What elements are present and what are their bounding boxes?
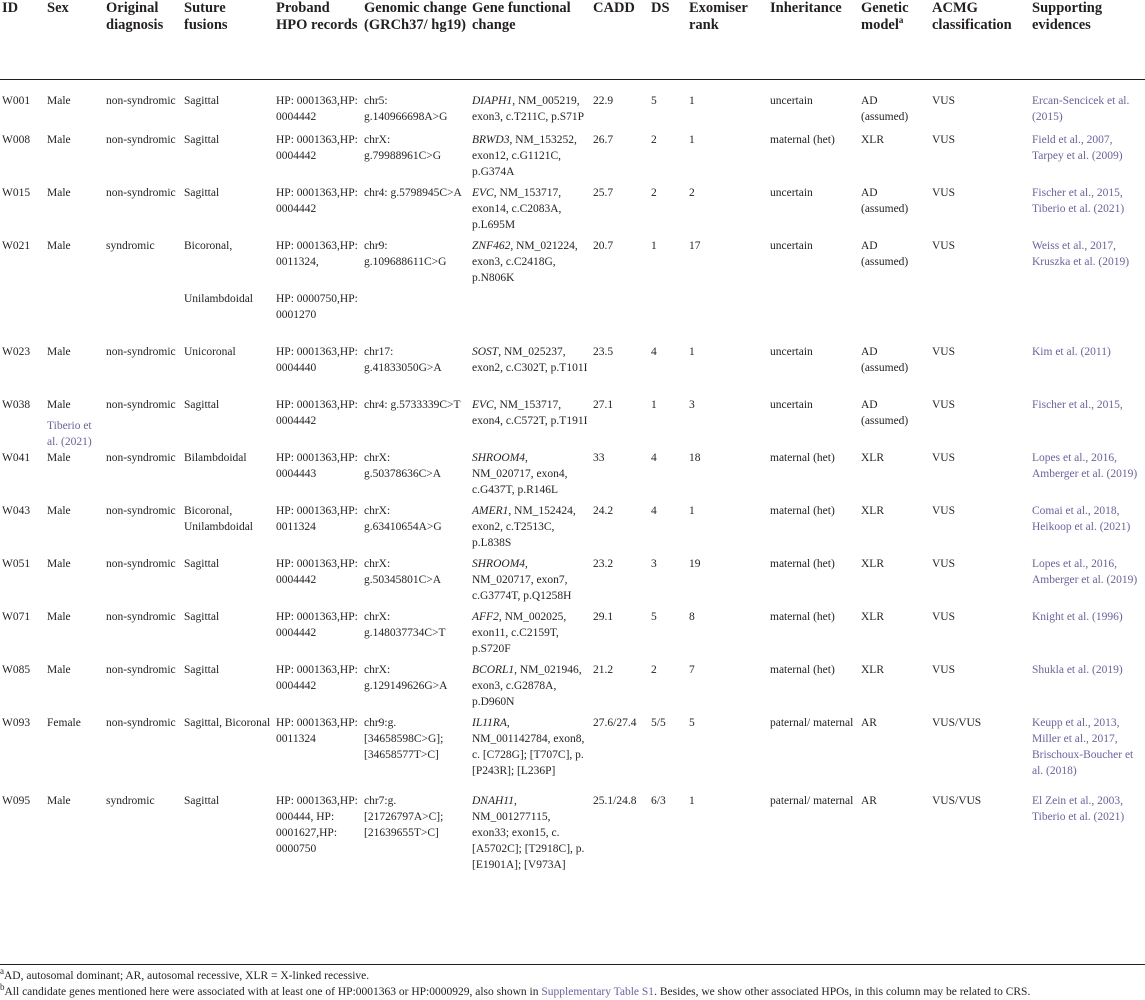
- col-header-inheritance: Inheritance: [768, 0, 859, 79]
- cell-inheritance: uncertain: [770, 240, 813, 252]
- evidence-citation-link[interactable]: Shukla et al. (2019): [1032, 664, 1123, 676]
- evidence-citation-link[interactable]: Comai et al., 2018, Heikoop et al. (2021): [1032, 505, 1131, 533]
- cell-hpo: HP: 0001363,HP: 0004442: [276, 558, 358, 586]
- cell-genomic: chr7:g. [21726797A>C]; [21639655T>C]: [364, 795, 444, 839]
- cell-model: XLR: [861, 664, 884, 676]
- cell-hpo: HP: 0001363,HP: 0004442: [276, 611, 358, 639]
- cell-diagnosis: non-syndromic: [106, 664, 176, 676]
- cell-model: AD (assumed): [861, 399, 909, 427]
- cell-suture: Sagittal, Bicoronal: [184, 717, 271, 729]
- evidence-citation-link[interactable]: Tiberio et al. (2021): [47, 420, 92, 448]
- gene-symbol: BCORL1: [472, 664, 515, 676]
- cell-inheritance: maternal (het): [770, 505, 835, 517]
- evidence-citation-link[interactable]: Kim et al. (2011): [1032, 346, 1111, 358]
- cell-cadd: 27.1: [593, 399, 614, 411]
- cell-ds: 1: [651, 240, 657, 252]
- cell-suture: Bicoronal,: [184, 240, 233, 252]
- cell-suture: Sagittal: [184, 399, 220, 411]
- cell-cadd: 20.7: [593, 240, 614, 252]
- cell-acmg: VUS/VUS: [932, 795, 982, 807]
- cell-sex: Male: [47, 611, 71, 623]
- evidence-citation-link[interactable]: Weiss et al., 2017, Kruszka et al. (2019): [1032, 240, 1130, 268]
- cell-rank: 8: [689, 611, 695, 623]
- cell-inheritance: paternal/ maternal: [770, 795, 854, 807]
- cell-diagnosis: non-syndromic: [106, 94, 176, 107]
- cell-acmg: VUS: [932, 134, 956, 146]
- col-header-diagnosis: Original diagnosis: [104, 0, 182, 79]
- cell-acmg: VUS/VUS: [932, 717, 982, 729]
- cell-cadd: 25.1/24.8: [593, 795, 637, 807]
- cell-sex: Male: [47, 187, 71, 199]
- header-row: [0, 0, 1145, 79]
- cell-hpo: HP: 0001363,HP: 000444, HP: 0001627,HP: 0000750: [276, 795, 358, 855]
- gene-symbol: SHROOM4: [472, 558, 526, 570]
- cell-sex: [45, 397, 104, 450]
- cell-genomic: chr4: g.5798945C>A: [364, 187, 462, 199]
- gene-symbol: AFF2: [472, 611, 499, 623]
- cell-rank: 19: [689, 558, 701, 570]
- gene-symbol: DNAH11: [472, 795, 514, 807]
- cell-evidence: [1030, 397, 1145, 450]
- table-row: [0, 344, 1145, 397]
- cell-sex: Female: [47, 717, 81, 729]
- gene-change: , NM_021946, exon3, c.G2878A, p.D960N: [472, 664, 582, 708]
- cell-rank: 1: [689, 346, 695, 358]
- cell-diagnosis: syndromic: [106, 240, 155, 252]
- gene-change: , NM_005219, exon3, c.T211C, p.S71P: [472, 94, 585, 123]
- cell-inheritance: maternal (het): [770, 664, 835, 676]
- cell-cadd: 23.5: [593, 346, 614, 358]
- cell-diagnosis: non-syndromic: [106, 187, 176, 199]
- cell-gene: [470, 397, 591, 450]
- cell-inheritance: [768, 291, 859, 344]
- cell-inheritance: maternal (het): [770, 611, 835, 623]
- cell-id: W023: [2, 346, 31, 358]
- cell-rank: 2: [689, 187, 695, 199]
- cell-genomic: chrX: g.50345801C>A: [364, 558, 442, 586]
- gene-symbol: ZNF462: [472, 240, 511, 252]
- cell-acmg: VUS: [932, 187, 956, 199]
- cell-hpo: HP: 0001363,HP: 0004442: [276, 134, 358, 162]
- cell-evidence: [1030, 450, 1145, 503]
- cell-cadd: 27.6/27.4: [593, 717, 637, 729]
- cell-id: W021: [2, 240, 31, 252]
- cell-cadd: 33: [593, 452, 605, 464]
- cell-cadd: 24.2: [593, 505, 614, 517]
- footnote-a-marker: a: [898, 15, 904, 26]
- cell-acmg: VUS: [932, 452, 956, 464]
- cell-model: XLR: [861, 558, 884, 570]
- cell-hpo: HP: 0001363,HP: 0004443: [276, 452, 358, 480]
- cell-inheritance: maternal (het): [770, 558, 835, 570]
- table-row: [0, 715, 1145, 793]
- cell-acmg: VUS: [932, 505, 956, 517]
- footnote-b: $^b$All candidate genes mentioned here were associated with at least one of HP:0001363 or HP:0000929, also shown in Supplementary Table S1. Besides, we show other associated HPOs, in this column may be related to CRS.: [0, 982, 1031, 998]
- cell-evidence: [1030, 609, 1145, 662]
- gene-change: , NM_001142784, exon8, c. [C728G]; [T707C], p. [P243R]; [L236P]: [472, 717, 585, 777]
- cell-diagnosis: non-syndromic: [106, 134, 176, 146]
- gene-symbol: EVC: [472, 187, 494, 199]
- gene-change: , NM_153717, exon4, c.C572T, p.T191I: [472, 399, 588, 427]
- cell-evidence: [1030, 185, 1145, 238]
- cell-sex: Male: [47, 240, 71, 252]
- evidence-citation-link[interactable]: Fischer et al., 2015,: [1032, 399, 1123, 411]
- cell-genomic: chr17: g.41833050G>A: [364, 346, 442, 374]
- cell-suture: Bicoronal, Unilambdoidal: [184, 505, 253, 533]
- col-header-sex: Sex: [45, 0, 104, 79]
- cell-gene: [470, 185, 591, 238]
- col-header-id: ID: [0, 0, 45, 79]
- col-header-model: [859, 0, 930, 79]
- gene-symbol: SOST: [472, 346, 499, 358]
- cell-rank: 1: [689, 505, 695, 517]
- cell-suture: Sagittal: [184, 94, 220, 107]
- cell-genomic: chrX: g.50378636C>A: [364, 452, 442, 480]
- gene-symbol: AMER1: [472, 505, 509, 517]
- cell-acmg: VUS: [932, 346, 956, 358]
- table-row: [0, 397, 1145, 450]
- cell-hpo: HP: 0001363,HP: 0004442: [276, 187, 358, 215]
- cell-hpo: HP: 0000750,HP: 0001270: [276, 293, 358, 321]
- cell-gene: [470, 793, 591, 908]
- cell-ds: 1: [651, 399, 657, 411]
- cell-acmg: VUS: [932, 558, 956, 570]
- cell-suture: Bilambdoidal: [184, 452, 247, 464]
- cell-evidence: [1030, 793, 1145, 908]
- evidence-citation-link[interactable]: El Zein et al., 2003, Tiberio et al. (2021): [1032, 795, 1125, 823]
- cell-id: W041: [2, 452, 31, 464]
- cell-genomic: chr5: g.140966698A>G: [364, 94, 448, 123]
- cell-rank: 5: [689, 717, 695, 729]
- cell-inheritance: paternal/ maternal: [770, 717, 854, 729]
- cell-diagnosis: syndromic: [106, 795, 155, 807]
- col-header-hpo: Proband HPO records: [274, 0, 362, 79]
- cell-model: AR: [861, 717, 877, 729]
- cell-acmg: VUS: [932, 94, 956, 107]
- col-header-evidence: Supporting evidences: [1030, 0, 1145, 79]
- gene-change: , NM_020717, exon7, c.G3774T, p.Q1258H: [472, 558, 572, 602]
- cell-sex: Male: [47, 346, 71, 358]
- cell-evidence: [1030, 344, 1145, 397]
- cell-genomic: [362, 291, 470, 344]
- cell-gene: [470, 503, 591, 556]
- cell-inheritance: uncertain: [770, 346, 813, 358]
- cell-gene: [470, 344, 591, 397]
- table-footnotes: [0, 964, 1145, 1000]
- col-header-ds: DS: [649, 0, 687, 79]
- table-row: [0, 291, 1145, 344]
- cell-acmg: [930, 291, 1030, 344]
- gene-symbol: IL11RA: [472, 717, 507, 729]
- cell-acmg: VUS: [932, 611, 956, 623]
- cell-ds: 4: [651, 505, 657, 517]
- gene-change: , NM_021224, exon3, c.C2418G, p.N806K: [472, 240, 578, 284]
- cell-inheritance: maternal (het): [770, 134, 835, 146]
- cell-evidence: [1030, 79, 1145, 132]
- cell-acmg: VUS: [932, 664, 956, 676]
- cell-ds: 4: [651, 452, 657, 464]
- footnote-a: $^a$AD, autosomal dominant; AR, autosomal recessive, XLR = X-linked recessive.: [0, 966, 370, 982]
- table-body: [0, 79, 1145, 908]
- gene-change: , NM_152424, exon2, c.T2513C, p.L838S: [472, 505, 576, 549]
- cell-id: W095: [2, 795, 31, 807]
- cell-genomic: chrX: g.129149626G>A: [364, 664, 448, 692]
- table-row: [0, 132, 1145, 185]
- cell-sex: Male: [47, 134, 71, 146]
- cell-id: [0, 291, 45, 344]
- cell-cadd: 29.1: [593, 611, 614, 623]
- gene-change: , NM_153717, exon14, c.C2083A, p.L695M: [472, 187, 562, 231]
- evidence-citation-link[interactable]: Lopes et al., 2016, Amberger et al. (2019): [1032, 558, 1138, 586]
- cell-genomic: chr4: g.5733339C>T: [364, 399, 461, 411]
- table-row: [0, 450, 1145, 503]
- cell-sex: Male: [47, 664, 71, 676]
- cell-sex: Male: [47, 452, 71, 464]
- table-row: [0, 556, 1145, 609]
- gene-change: , NM_001277115, exon33; exon15, c. [A5702C]; [T2918C], p. [E1901A]; [V973A]: [472, 795, 585, 871]
- cell-evidence: [1030, 662, 1145, 715]
- col-header-rank: Exomiser rank: [687, 0, 768, 79]
- evidence-citation-link[interactable]: Ercan-Sencicek et al. (2015): [1032, 94, 1130, 123]
- cell-rank: 1: [689, 94, 695, 107]
- cell-evidence: [1030, 503, 1145, 556]
- cell-model: AR: [861, 795, 877, 807]
- cell-id: W051: [2, 558, 31, 570]
- cell-inheritance: uncertain: [770, 187, 813, 199]
- cell-ds: 5: [651, 611, 657, 623]
- cell-hpo: HP: 0001363,HP: 0004442: [276, 399, 358, 427]
- cell-id: W038: [2, 399, 31, 411]
- cell-diagnosis: non-syndromic: [106, 717, 176, 729]
- cell-gene: [470, 291, 591, 344]
- cell-ds: 6/3: [651, 795, 666, 807]
- col-header-gene: Gene functional change: [470, 0, 591, 79]
- cell-model: XLR: [861, 452, 884, 464]
- cell-gene: [470, 715, 591, 793]
- col-header-genomic: Genomic change (GRCh37/ hg19): [362, 0, 470, 79]
- cell-ds: 2: [651, 187, 657, 199]
- cell-diagnosis: non-syndromic: [106, 558, 176, 570]
- cell-genomic: chr9:g. [34658598C>G]; [34658577T>C]: [364, 717, 444, 761]
- cell-gene: [470, 450, 591, 503]
- gene-symbol: SHROOM4: [472, 452, 526, 464]
- cell-id: W015: [2, 187, 31, 199]
- cell-acmg: VUS: [932, 240, 956, 252]
- cell-ds: 5: [651, 94, 657, 107]
- cell-gene: [470, 132, 591, 185]
- cell-inheritance: uncertain: [770, 94, 813, 107]
- gene-change: , NM_153252, exon12, c.G1121C, p.G374A: [472, 134, 577, 178]
- gene-change: , NM_025237, exon2, c.C302T, p.T101I: [472, 346, 588, 374]
- cell-model: AD (assumed): [861, 240, 909, 268]
- cell-ds: 2: [651, 664, 657, 676]
- cell-ds: 4: [651, 346, 657, 358]
- cell-diagnosis: non-syndromic: [106, 346, 176, 358]
- table-row: [0, 662, 1145, 715]
- cell-evidence: [1030, 715, 1145, 793]
- cell-acmg: VUS: [932, 399, 956, 411]
- cell-id: W001: [2, 94, 31, 107]
- table-row: [0, 185, 1145, 238]
- cell-id: W093: [2, 717, 31, 729]
- cell-gene: [470, 79, 591, 132]
- cell-diagnosis: non-syndromic: [106, 611, 176, 623]
- cell-ds: [649, 291, 687, 344]
- cell-model: XLR: [861, 611, 884, 623]
- cell-rank: 18: [689, 452, 701, 464]
- cell-evidence: [1030, 556, 1145, 609]
- cell-suture: Sagittal: [184, 187, 220, 199]
- gene-symbol: EVC: [472, 399, 494, 411]
- cell-rank: 7: [689, 664, 695, 676]
- supplementary-table-link[interactable]: Supplementary Table S1: [541, 986, 655, 998]
- cell-sex: Male: [47, 795, 71, 807]
- cell-suture: Sagittal: [184, 611, 220, 623]
- cell-rank: 17: [689, 240, 701, 252]
- cell-id: W008: [2, 134, 31, 146]
- cell-genomic: chrX: g.79988961C>G: [364, 134, 442, 162]
- table-row: [0, 79, 1145, 132]
- evidence-citation-link[interactable]: Field et al., 2007, Tarpey et al. (2009): [1032, 134, 1123, 162]
- cell-cadd: 23.2: [593, 558, 614, 570]
- cell-gene: [470, 662, 591, 715]
- cell-genomic: chrX: g.63410654A>G: [364, 505, 442, 533]
- cell-ds: 5/5: [651, 717, 666, 729]
- cell-gene: [470, 609, 591, 662]
- cell-model: AD (assumed): [861, 187, 909, 215]
- cell-hpo: HP: 0001363,HP: 0011324: [276, 505, 358, 533]
- cell-id: W085: [2, 664, 31, 676]
- cell-model: AD (assumed): [861, 94, 909, 123]
- cell-suture: Unilambdoidal: [184, 293, 253, 305]
- evidence-citation-link[interactable]: Keupp et al., 2013, Miller et al., 2017, Brischoux-Boucher et al. (2018): [1032, 717, 1134, 777]
- cell-cadd: 22.9: [593, 94, 614, 107]
- cell-ds: 2: [651, 134, 657, 146]
- cell-inheritance: uncertain: [770, 399, 813, 411]
- cell-sex: Male: [47, 94, 71, 107]
- gene-change: , NM_002025, exon11, c.C2159T, p.S720F: [472, 611, 567, 655]
- cell-cadd: 21.2: [593, 664, 614, 676]
- cell-model: XLR: [861, 134, 884, 146]
- table-row: [0, 609, 1145, 662]
- cell-diagnosis: non-syndromic: [106, 452, 176, 464]
- table-row: [0, 503, 1145, 556]
- cell-cadd: 26.7: [593, 134, 614, 146]
- cell-evidence: [1030, 132, 1145, 185]
- cell-diagnosis: non-syndromic: [106, 505, 176, 517]
- cell-hpo: HP: 0001363,HP: 0004442: [276, 94, 358, 123]
- evidence-citation-link[interactable]: Knight et al. (1996): [1032, 611, 1123, 623]
- cell-hpo: HP: 0001363,HP: 0011324,: [276, 240, 358, 268]
- cell-gene: [470, 556, 591, 609]
- cell-gene: [470, 238, 591, 291]
- table-row: [0, 238, 1145, 291]
- cell-genomic: chrX: g.148037734C>T: [364, 611, 446, 639]
- cell-id: W071: [2, 611, 31, 623]
- cell-model: [859, 291, 930, 344]
- cell-cadd: [591, 291, 649, 344]
- cell-ds: 3: [651, 558, 657, 570]
- cell-diagnosis: [104, 291, 182, 344]
- evidence-citation-link[interactable]: Fischer et al., 2015, Tiberio et al. (2021): [1032, 187, 1125, 215]
- cell-suture: Sagittal: [184, 795, 220, 807]
- cell-cadd: 25.7: [593, 187, 614, 199]
- cell-sex: Male: [47, 505, 71, 517]
- cell-suture: Sagittal: [184, 558, 220, 570]
- cell-hpo: HP: 0001363,HP: 0011324: [276, 717, 358, 745]
- cell-diagnosis: non-syndromic: [106, 399, 176, 411]
- cell-rank: 1: [689, 795, 695, 807]
- col-header-cadd: CADD: [591, 0, 649, 79]
- cell-suture: Sagittal: [184, 134, 220, 146]
- col-header-suture: Suture fusions: [182, 0, 274, 79]
- gene-symbol: BRWD3: [472, 134, 510, 146]
- cell-model: AD (assumed): [861, 346, 909, 374]
- cell-inheritance: maternal (het): [770, 452, 835, 464]
- cell-hpo: HP: 0001363,HP: 0004440: [276, 346, 358, 374]
- sex-value: Male: [47, 399, 71, 411]
- cell-model: XLR: [861, 505, 884, 517]
- cell-rank: [687, 291, 768, 344]
- cell-id: W043: [2, 505, 31, 517]
- cell-suture: Unicoronal: [184, 346, 236, 358]
- cell-genomic: chr9: g.109688611C>G: [364, 240, 447, 268]
- cell-suture: Sagittal: [184, 664, 220, 676]
- evidence-citation-link[interactable]: Lopes et al., 2016, Amberger et al. (2019): [1032, 452, 1138, 480]
- model-header-text: Genetic model: [861, 0, 909, 33]
- cell-rank: 1: [689, 134, 695, 146]
- cell-evidence: [1030, 238, 1145, 291]
- cell-rank: 3: [689, 399, 695, 411]
- cell-evidence: [1030, 291, 1145, 344]
- cell-sex: Male: [47, 558, 71, 570]
- col-header-acmg: ACMG classification: [930, 0, 1030, 79]
- gene-change: , NM_020717, exon4, c.G437T, p.R146L: [472, 452, 568, 496]
- gene-symbol: DIAPH1: [472, 94, 513, 107]
- cell-sex: [45, 291, 104, 344]
- table-row: [0, 793, 1145, 908]
- cell-hpo: HP: 0001363,HP: 0004442: [276, 664, 358, 692]
